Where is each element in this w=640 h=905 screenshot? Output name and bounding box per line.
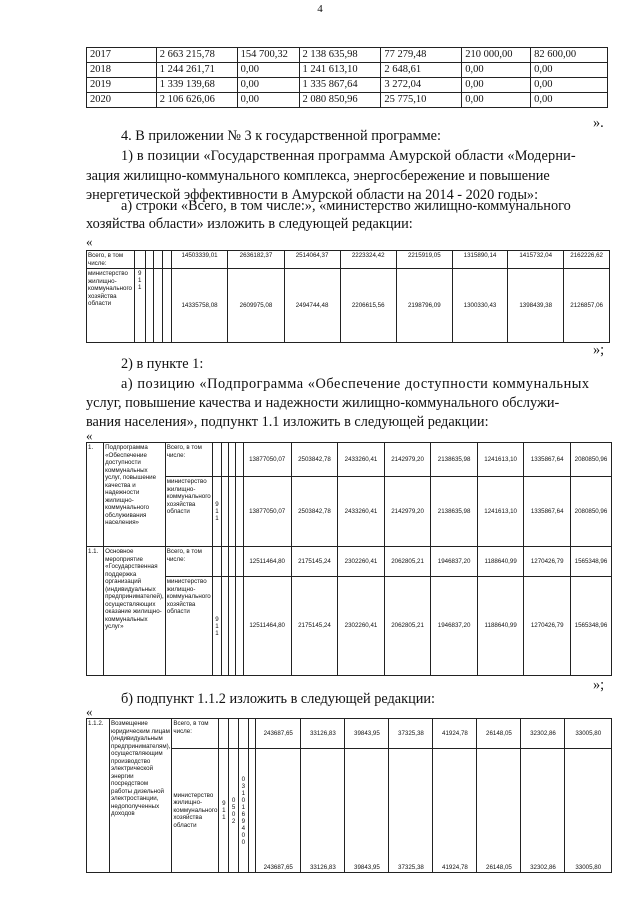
total-value: 2080850,96 <box>570 443 611 477</box>
item2-heading: 2) в пункте 1: <box>121 356 204 372</box>
ministry-value: 2433260,41 <box>338 477 385 547</box>
total-value: 37325,38 <box>389 719 433 749</box>
item2a-line-1: а) позицию «Подпрограмма «Обеспечение доступности коммунальных <box>121 376 590 392</box>
close-quote: »; <box>593 677 605 693</box>
total-label: Всего, в том числе: <box>165 443 212 477</box>
measure-table <box>86 718 612 873</box>
ministry-label: министерство жилищно-коммунального хозяйства области <box>172 749 219 873</box>
ministry-value: 1241613,10 <box>477 477 524 547</box>
amount-cell: 2 648,61 <box>381 63 462 78</box>
page-number: 4 <box>317 3 323 15</box>
total-value: 32302,86 <box>521 719 565 749</box>
total-value: 1315890,14 <box>452 251 507 269</box>
row-number: 1.1.2. <box>87 719 110 873</box>
ministry-value: 2126857,06 <box>564 269 610 343</box>
amount-cell: 210 000,00 <box>462 48 531 63</box>
ministry-value: 2609975,08 <box>228 269 284 343</box>
ministry-value: 2198796,09 <box>396 269 452 343</box>
total-value: 2175145,24 <box>291 547 338 577</box>
total-value: 2503842,78 <box>291 443 338 477</box>
ministry-value: 2494744,48 <box>284 269 340 343</box>
total-value: 2215919,05 <box>396 251 452 269</box>
amount-cell: 25 775,10 <box>381 93 462 108</box>
ministry-value: 1946837,20 <box>431 577 478 676</box>
section-code: 0 5 0 2 <box>229 749 239 873</box>
amount-cell: 0,00 <box>462 63 531 78</box>
open-quote: « <box>86 234 93 249</box>
total-value: 2514064,37 <box>284 251 340 269</box>
year-row <box>87 63 608 78</box>
total-value: 39843,95 <box>345 719 389 749</box>
ministry-value: 2138635,98 <box>431 477 478 547</box>
subprogram-table <box>86 442 612 676</box>
total-value: 1946837,20 <box>431 547 478 577</box>
total-value: 12511464,80 <box>243 547 291 577</box>
amount-cell: 0,00 <box>237 93 299 108</box>
amount-cell: 1 244 261,71 <box>156 63 237 78</box>
ministry-value: 33005,80 <box>565 749 612 873</box>
open-quote: « <box>86 428 93 443</box>
amount-cell: 1 339 139,68 <box>156 78 237 93</box>
ministry-value: 37325,38 <box>389 749 433 873</box>
ministry-value: 12511464,80 <box>243 577 291 676</box>
item1-line-3: энергетической эффективности в Амурской области на 2014 - 2020 годы»: <box>86 187 539 203</box>
total-value: 1188640,99 <box>477 547 524 577</box>
total-value: 2062805,21 <box>384 547 431 577</box>
year-cell: 2017 <box>87 48 157 63</box>
total-value: 33126,83 <box>301 719 345 749</box>
row-number: 1. <box>87 443 104 547</box>
subprogram-name: Подпрограмма «Обеспечение доступности коммунальных услуг, повышение качества и надежности жилищно-коммунального обслуживания населения» <box>104 443 166 547</box>
item2b-line: б) подпункт 1.1.2 изложить в следующей редакции: <box>121 691 436 707</box>
ministry-label: министерство жилищно-коммунального хозяйства области <box>165 577 212 676</box>
item1a-line-1: а) строки «Всего, в том числе:», «министерство жилищно-коммунального <box>121 198 571 214</box>
ministry-value: 14335758,08 <box>171 269 228 343</box>
ministry-value: 2503842,78 <box>291 477 338 547</box>
ministry-value: 243687,65 <box>256 749 301 873</box>
ministry-label: министерство жилищно-коммунального хозяйства области <box>165 477 212 547</box>
year-cell: 2018 <box>87 63 157 78</box>
year-cell: 2020 <box>87 93 157 108</box>
amount-cell: 0,00 <box>531 78 608 93</box>
amount-cell: 2 106 626,06 <box>156 93 237 108</box>
ministry-code: 9 1 1 <box>134 269 145 343</box>
ministry-value: 1398439,38 <box>508 269 564 343</box>
amount-cell: 0,00 <box>237 63 299 78</box>
ministry-value: 2206615,56 <box>340 269 396 343</box>
total-value: 1270426,79 <box>524 547 571 577</box>
section4-heading: 4. В приложении № 3 к государственной программе: <box>121 128 441 144</box>
amount-cell: 0,00 <box>531 93 608 108</box>
close-quote: »; <box>593 342 605 358</box>
amount-cell: 2 080 850,96 <box>299 93 381 108</box>
year-cell: 2019 <box>87 78 157 93</box>
amount-cell: 3 272,04 <box>381 78 462 93</box>
amount-cell: 1 335 867,64 <box>299 78 381 93</box>
amount-cell: 77 279,48 <box>381 48 462 63</box>
item1-line-1: 1) в позиции «Государственная программа Амурской области «Модерни- <box>121 148 576 164</box>
ministry-value: 1270426,79 <box>524 577 571 676</box>
year-row <box>87 78 608 93</box>
program-table <box>86 250 610 343</box>
ministry-value: 39843,95 <box>345 749 389 873</box>
item1-line-2: зация жилищно-коммунального комплекса, энергосбережение и повышение <box>86 168 550 184</box>
ministry-value: 1565348,96 <box>570 577 611 676</box>
amount-cell: 0,00 <box>462 93 531 108</box>
ministry-code: 9 1 1 <box>212 477 222 547</box>
open-quote: « <box>86 704 93 719</box>
total-value: 41924,78 <box>433 719 477 749</box>
total-value: 243687,65 <box>256 719 301 749</box>
amount-cell: 154 700,32 <box>237 48 299 63</box>
total-value: 33005,80 <box>565 719 612 749</box>
total-label: Всего, в том числе: <box>165 547 212 577</box>
amount-cell: 0,00 <box>237 78 299 93</box>
ministry-value: 2062805,21 <box>384 577 431 676</box>
amount-cell: 2 138 635,98 <box>299 48 381 63</box>
total-value: 2302260,41 <box>338 547 385 577</box>
measure-name: Основное мероприятие «Государственная поддержка организаций (индивидуальных предпринимателей), осуществляющих оказание жилищно-коммунальных услуг» <box>104 547 166 676</box>
amount-cell: 2 663 215,78 <box>156 48 237 63</box>
total-value: 2433260,41 <box>338 443 385 477</box>
ministry-value: 33126,83 <box>301 749 345 873</box>
close-quote: ». <box>593 115 604 131</box>
ministry-value: 2175145,24 <box>291 577 338 676</box>
total-label: Всего, в том числе: <box>87 251 135 269</box>
ministry-value: 1335867,64 <box>524 477 571 547</box>
total-value: 1335867,64 <box>524 443 571 477</box>
total-value: 1241613,10 <box>477 443 524 477</box>
item2a-line-2: услуг, повышение качества и надежности жилищно-коммунального обслужи- <box>86 395 560 411</box>
total-value: 14503339,01 <box>171 251 228 269</box>
ministry-label: министерство жилищно-коммунального хозяйства области <box>87 269 135 343</box>
total-value: 2636182,37 <box>228 251 284 269</box>
ministry-value: 2080850,96 <box>570 477 611 547</box>
total-value: 13877050,07 <box>243 443 291 477</box>
total-value: 26148,05 <box>477 719 521 749</box>
ministry-value: 2302260,41 <box>338 577 385 676</box>
item2a-line-3: вания населения», подпункт 1.1 изложить в следующей редакции: <box>86 414 489 430</box>
measure-name: Возмещение юридическим лицам (индивидуальным предпринимателям), осуществляющим производство электрической энергии посредством работы дизельной электростанции, недополученных доходов <box>110 719 172 873</box>
year-row <box>87 93 608 108</box>
year-row <box>87 48 608 63</box>
year-table <box>86 47 608 108</box>
target-code: 0 3 1 0 1 6 9 4 0 0 <box>239 749 249 873</box>
total-value: 2223324,42 <box>340 251 396 269</box>
ministry-value: 1300330,43 <box>452 269 507 343</box>
total-value: 2162226,62 <box>564 251 610 269</box>
ministry-code: 9 1 1 <box>219 749 229 873</box>
total-value: 1415732,04 <box>508 251 564 269</box>
amount-cell: 82 600,00 <box>531 48 608 63</box>
amount-cell: 1 241 613,10 <box>299 63 381 78</box>
ministry-value: 32302,86 <box>521 749 565 873</box>
ministry-code: 9 1 1 <box>212 577 222 676</box>
total-label: Всего, в том числе: <box>172 719 219 749</box>
ministry-value: 13877050,07 <box>243 477 291 547</box>
item1a-line-2: хозяйства области» изложить в следующей редакции: <box>86 216 413 232</box>
total-value: 2142979,20 <box>384 443 431 477</box>
total-value: 2138635,98 <box>431 443 478 477</box>
amount-cell: 0,00 <box>462 78 531 93</box>
total-value: 1565348,96 <box>570 547 611 577</box>
row-number: 1.1. <box>87 547 104 676</box>
amount-cell: 0,00 <box>531 63 608 78</box>
ministry-value: 26148,05 <box>477 749 521 873</box>
ministry-value: 41924,78 <box>433 749 477 873</box>
ministry-value: 1188640,99 <box>477 577 524 676</box>
ministry-value: 2142979,20 <box>384 477 431 547</box>
